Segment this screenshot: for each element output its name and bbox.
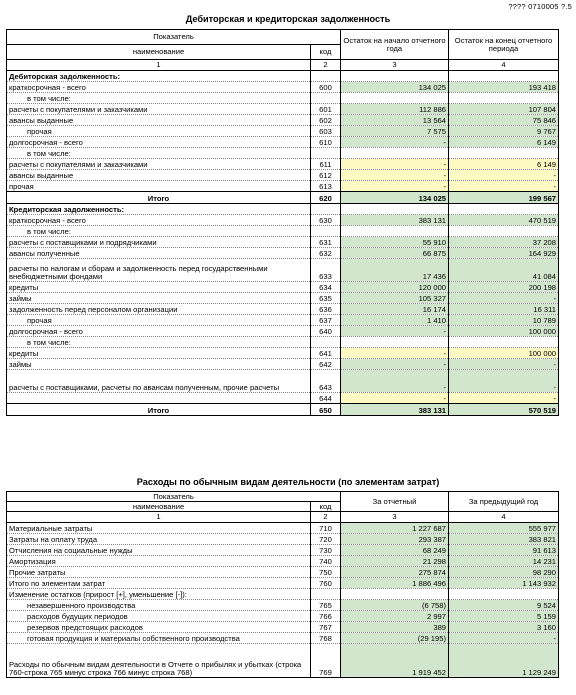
row-value-2 xyxy=(449,204,559,215)
row-code: 610 xyxy=(311,137,341,148)
row-name: расчеты с покупателями и заказчиками xyxy=(7,104,311,115)
row-value-1: 16 174 xyxy=(341,304,449,315)
row-code xyxy=(311,204,341,215)
row-value-1: 68 249 xyxy=(341,545,449,556)
row-name: Итого xyxy=(7,404,311,416)
row-code: 613 xyxy=(311,181,341,192)
row-code: 611 xyxy=(311,159,341,170)
row-code: 769 xyxy=(311,644,341,678)
row-name: авансы полученные xyxy=(7,248,311,259)
header-indicator-2: Показатель xyxy=(7,492,341,502)
table-row xyxy=(7,215,559,226)
row-value-1 xyxy=(341,204,449,215)
row-name: в том числе: xyxy=(7,337,311,348)
row-value-2: - xyxy=(449,370,559,393)
table-row xyxy=(7,545,559,556)
row-code: 633 xyxy=(311,259,341,282)
row-name: расчеты с поставщиками, расчеты по авансам полученным, прочие расчеты xyxy=(7,370,311,393)
table-row xyxy=(7,115,559,126)
row-value-2 xyxy=(449,148,559,159)
row-value-1: 1 410 xyxy=(341,315,449,326)
row-name: долгосрочная - всего xyxy=(7,326,311,337)
row-value-2: 5 159 xyxy=(449,611,559,622)
table-row xyxy=(7,104,559,115)
receivables-payables-rows xyxy=(7,71,559,416)
table-row xyxy=(7,556,559,567)
header-current: За отчетный xyxy=(341,492,449,512)
row-value-1: 389 xyxy=(341,622,449,633)
row-value-2: 1 129 249 xyxy=(449,644,559,678)
row-value-1: 17 436 xyxy=(341,259,449,282)
row-code: 641 xyxy=(311,348,341,359)
row-code: 644 xyxy=(311,393,341,404)
row-name: Итого по элементам затрат xyxy=(7,578,311,589)
row-value-2: 555 977 xyxy=(449,523,559,534)
row-name: в том числе: xyxy=(7,93,311,104)
row-code: 634 xyxy=(311,282,341,293)
row-code: 765 xyxy=(311,600,341,611)
row-code: 740 xyxy=(311,556,341,567)
row-code: 720 xyxy=(311,534,341,545)
header-end-period: Остаток на конец отчетного периода xyxy=(449,30,559,60)
row-code: 602 xyxy=(311,115,341,126)
table-row xyxy=(7,523,559,534)
row-code xyxy=(311,71,341,82)
row-code xyxy=(311,93,341,104)
row-name: Дебиторская задолженность: xyxy=(7,71,311,82)
row-value-1: 383 131 xyxy=(341,215,449,226)
table-row xyxy=(7,370,559,393)
col-num-1: 1 xyxy=(7,60,311,71)
row-code: 631 xyxy=(311,237,341,248)
row-value-1: 293 387 xyxy=(341,534,449,545)
row-name: задолженность перед персоналом организации xyxy=(7,304,311,315)
row-name: займы xyxy=(7,359,311,370)
row-value-2: 16 311 xyxy=(449,304,559,315)
row-name: кредиты xyxy=(7,348,311,359)
table-row xyxy=(7,348,559,359)
row-value-1 xyxy=(341,93,449,104)
table-row xyxy=(7,126,559,137)
expenses-rows xyxy=(7,523,559,678)
col-num-2: 2 xyxy=(311,60,341,71)
row-value-1: 383 131 xyxy=(341,404,449,416)
row-value-1: 55 910 xyxy=(341,237,449,248)
row-value-1: 120 000 xyxy=(341,282,449,293)
row-value-2: 570 519 xyxy=(449,404,559,416)
row-value-2: 10 789 xyxy=(449,315,559,326)
row-value-1: 1 227 687 xyxy=(341,523,449,534)
row-code: 730 xyxy=(311,545,341,556)
row-name: расчеты с поставщиками и подрядчиками xyxy=(7,237,311,248)
table-row xyxy=(7,589,559,600)
row-code: 632 xyxy=(311,248,341,259)
row-code: 600 xyxy=(311,82,341,93)
row-name: Затраты на оплату труда xyxy=(7,534,311,545)
row-name: прочая xyxy=(7,181,311,192)
row-name: готовая продукция и материалы собственного производства xyxy=(7,633,311,644)
row-name: расходов будущих периодов xyxy=(7,611,311,622)
header-code-2: код xyxy=(311,502,341,512)
row-name: Амортизация xyxy=(7,556,311,567)
row-name: расчеты по налогам и сборам и задолженность перед государственными внебюджетными фондами xyxy=(7,259,311,282)
table-row xyxy=(7,622,559,633)
row-value-2: 14 231 xyxy=(449,556,559,567)
row-value-2: - xyxy=(449,170,559,181)
row-value-1: - xyxy=(341,170,449,181)
row-name: краткосрочная - всего xyxy=(7,215,311,226)
row-name: в том числе: xyxy=(7,148,311,159)
row-name: резервов предстоящих расходов xyxy=(7,622,311,633)
row-value-2: 9 524 xyxy=(449,600,559,611)
table-row xyxy=(7,633,559,644)
row-name: Отчисления на социальные нужды xyxy=(7,545,311,556)
header-previous: За предыдущий год xyxy=(449,492,559,512)
col-num-3: 3 xyxy=(341,60,449,71)
row-code: 620 xyxy=(311,192,341,204)
table-row xyxy=(7,578,559,589)
row-code: 750 xyxy=(311,567,341,578)
row-value-1: 2 997 xyxy=(341,611,449,622)
col-num-1: 1 xyxy=(7,512,311,523)
row-name: прочая xyxy=(7,315,311,326)
row-value-2: 470 519 xyxy=(449,215,559,226)
row-name: Изменение остатков (прирост [+], уменьшение [-]): xyxy=(7,589,311,600)
table-row xyxy=(7,237,559,248)
row-value-2: 98 290 xyxy=(449,567,559,578)
row-code xyxy=(311,148,341,159)
header-name: наименование xyxy=(7,45,311,60)
row-name: краткосрочная - всего xyxy=(7,82,311,93)
row-value-2: 75 846 xyxy=(449,115,559,126)
row-code: 766 xyxy=(311,611,341,622)
row-code: 637 xyxy=(311,315,341,326)
row-value-1 xyxy=(341,148,449,159)
row-name: Итого xyxy=(7,192,311,204)
header-code: код xyxy=(311,45,341,60)
row-code: 612 xyxy=(311,170,341,181)
table-row xyxy=(7,567,559,578)
row-value-2: 6 149 xyxy=(449,137,559,148)
row-name: незавершенного производства xyxy=(7,600,311,611)
header-begin-year: Остаток на начало отчетного года xyxy=(341,30,449,60)
row-value-1: (6 758) xyxy=(341,600,449,611)
row-value-1: 66 875 xyxy=(341,248,449,259)
row-value-2: 164 929 xyxy=(449,248,559,259)
row-value-2: 37 208 xyxy=(449,237,559,248)
row-name: займы xyxy=(7,293,311,304)
row-value-2: 200 198 xyxy=(449,282,559,293)
row-value-1: - xyxy=(341,159,449,170)
row-code: 603 xyxy=(311,126,341,137)
row-value-2: 6 149 xyxy=(449,159,559,170)
row-value-1: 134 025 xyxy=(341,82,449,93)
row-value-1: 105 327 xyxy=(341,293,449,304)
row-value-1: 1 886 496 xyxy=(341,578,449,589)
table-row xyxy=(7,170,559,181)
row-value-1: 7 575 xyxy=(341,126,449,137)
row-code: 601 xyxy=(311,104,341,115)
row-name: авансы выданные xyxy=(7,170,311,181)
row-value-2 xyxy=(449,93,559,104)
row-value-1: - xyxy=(341,326,449,337)
row-value-1: - xyxy=(341,137,449,148)
row-code: 650 xyxy=(311,404,341,416)
row-value-2: - xyxy=(449,293,559,304)
row-value-2: 100 000 xyxy=(449,348,559,359)
header-name-2: наименование xyxy=(7,502,311,512)
row-value-1: (29 195) xyxy=(341,633,449,644)
table-row xyxy=(7,181,559,192)
row-name: расчеты с покупателями и заказчиками xyxy=(7,159,311,170)
form-code: ???? 0710005 ?.5 xyxy=(508,2,572,11)
row-value-1 xyxy=(341,226,449,237)
row-code: 640 xyxy=(311,326,341,337)
row-value-2: 91 613 xyxy=(449,545,559,556)
table-row xyxy=(7,315,559,326)
row-code: 710 xyxy=(311,523,341,534)
table-row xyxy=(7,600,559,611)
row-value-2: 1 143 932 xyxy=(449,578,559,589)
row-value-1 xyxy=(341,589,449,600)
row-value-2: 383 821 xyxy=(449,534,559,545)
row-code: 767 xyxy=(311,622,341,633)
expenses-title: Расходы по обычным видам деятельности (по элементам затрат) xyxy=(136,477,440,487)
row-code xyxy=(311,589,341,600)
row-value-1: - xyxy=(341,393,449,404)
row-value-2: 100 000 xyxy=(449,326,559,337)
row-value-1 xyxy=(341,337,449,348)
row-code xyxy=(311,226,341,237)
table-row xyxy=(7,293,559,304)
row-value-1: - xyxy=(341,359,449,370)
table-row xyxy=(7,304,559,315)
row-value-1: - xyxy=(341,370,449,393)
table-row xyxy=(7,259,559,282)
row-name: прочая xyxy=(7,126,311,137)
row-value-1: 275 874 xyxy=(341,567,449,578)
row-value-1: 1 919 452 xyxy=(341,644,449,678)
table-row xyxy=(7,282,559,293)
row-code: 636 xyxy=(311,304,341,315)
row-value-2: 193 418 xyxy=(449,82,559,93)
row-code xyxy=(311,337,341,348)
header-indicator: Показатель xyxy=(7,30,341,45)
col-num-2: 2 xyxy=(311,512,341,523)
table-row xyxy=(7,204,559,215)
row-value-2: - xyxy=(449,359,559,370)
row-name: Прочие затраты xyxy=(7,567,311,578)
row-value-1: 134 025 xyxy=(341,192,449,204)
row-value-2 xyxy=(449,71,559,82)
table-row xyxy=(7,337,559,348)
table-row xyxy=(7,359,559,370)
receivables-payables-table xyxy=(6,29,559,416)
row-value-1: 112 886 xyxy=(341,104,449,115)
row-value-1: 13 564 xyxy=(341,115,449,126)
table-row xyxy=(7,159,559,170)
table-row xyxy=(7,192,559,204)
col-num-4: 4 xyxy=(449,512,559,523)
receivables-payables-title: Дебиторская и кредиторская задолженность xyxy=(185,14,391,24)
row-code: 643 xyxy=(311,370,341,393)
row-value-2 xyxy=(449,337,559,348)
table-row xyxy=(7,326,559,337)
row-code: 760 xyxy=(311,578,341,589)
table-row xyxy=(7,148,559,159)
row-name: Расходы по обычным видам деятельности в Отчете о прибылях и убытках (строка 760-строка 765 минус строка 766 минус строка 768) xyxy=(7,644,311,678)
row-value-1: - xyxy=(341,181,449,192)
row-value-2: 9 767 xyxy=(449,126,559,137)
expenses-table xyxy=(6,491,559,678)
row-name: в том числе: xyxy=(7,226,311,237)
table-row xyxy=(7,82,559,93)
table-row xyxy=(7,137,559,148)
table-row xyxy=(7,644,559,678)
row-name: долгосрочная - всего xyxy=(7,137,311,148)
row-value-1 xyxy=(341,71,449,82)
table-row xyxy=(7,93,559,104)
row-name: Материальные затраты xyxy=(7,523,311,534)
row-value-2 xyxy=(449,589,559,600)
row-value-2: - xyxy=(449,393,559,404)
table-row xyxy=(7,248,559,259)
row-value-2: - xyxy=(449,633,559,644)
row-value-2: 107 804 xyxy=(449,104,559,115)
row-value-1: - xyxy=(341,348,449,359)
col-num-4: 4 xyxy=(449,60,559,71)
table-row xyxy=(7,534,559,545)
row-value-2: 41 084 xyxy=(449,259,559,282)
row-value-2: 3 160 xyxy=(449,622,559,633)
row-code: 635 xyxy=(311,293,341,304)
row-code: 768 xyxy=(311,633,341,644)
table-row xyxy=(7,611,559,622)
row-name: авансы выданные xyxy=(7,115,311,126)
row-name: кредиты xyxy=(7,282,311,293)
row-value-1: 21 298 xyxy=(341,556,449,567)
table-row xyxy=(7,71,559,82)
table-row xyxy=(7,404,559,416)
table-row xyxy=(7,226,559,237)
row-code: 630 xyxy=(311,215,341,226)
row-value-2 xyxy=(449,226,559,237)
row-name xyxy=(7,393,311,404)
row-value-2: - xyxy=(449,181,559,192)
row-value-2: 199 567 xyxy=(449,192,559,204)
row-name: Кредиторская задолженность: xyxy=(7,204,311,215)
col-num-3: 3 xyxy=(341,512,449,523)
row-code: 642 xyxy=(311,359,341,370)
table-row xyxy=(7,393,559,404)
